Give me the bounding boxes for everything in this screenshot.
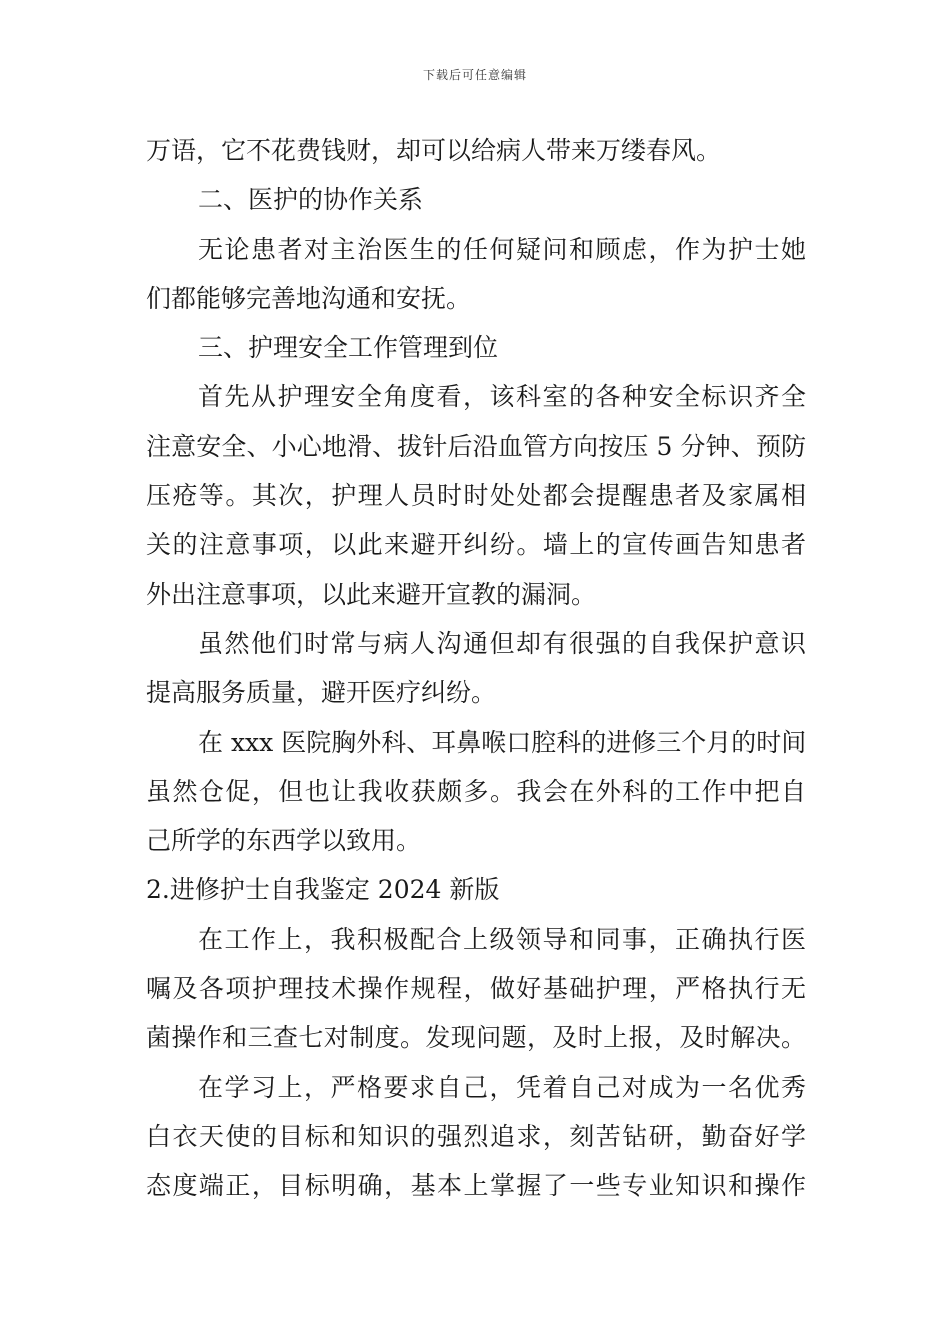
text-line: 菌操作和三查七对制度。发现问题，及时上报，及时解决。	[146, 1023, 806, 1053]
document-body	[146, 126, 806, 1211]
text-line: 首先从护理安全角度看，该科室的各种安全标识齐全	[198, 382, 806, 412]
text-line: 无论患者对主治医生的任何疑问和顾虑，作为护士她	[198, 234, 806, 264]
text-line: 们都能够完善地沟通和安抚。	[146, 283, 472, 313]
text-line: 在学习上，严格要求自己，凭着自己对成为一名优秀	[198, 1072, 806, 1102]
text-line: 白衣天使的目标和知识的强烈追求，刻苦钻研，勤奋好学	[146, 1121, 806, 1151]
text-line: 三、护理安全工作管理到位	[198, 333, 499, 363]
text-line: 提高服务质量，避开医疗纠纷。	[146, 678, 497, 708]
text-line: 在工作上，我积极配合上级领导和同事，正确执行医	[198, 924, 806, 954]
text-line: 注意安全、小心地滑、拔针后沿血管方向按压 5 分钟、预防	[146, 431, 806, 461]
text-line: 己所学的东西学以致用。	[146, 826, 422, 856]
page-header: 下载后可任意编辑	[422, 68, 527, 82]
text-line: 二、医护的协作关系	[198, 185, 424, 215]
text-line: 虽然他们时常与病人沟通但却有很强的自我保护意识	[198, 628, 806, 658]
text-line: 万语，它不花费钱财，却可以给病人带来万缕春风。	[146, 136, 722, 165]
text-line: 外出注意事项，以此来避开宣教的漏洞。	[146, 579, 597, 609]
text-line: 关的注意事项，以此来避开纠纷。墙上的宣传画告知患者	[146, 530, 806, 560]
text-line: 在 xxx 医院胸外科、耳鼻喉口腔科的进修三个月的时间	[198, 727, 806, 757]
text-line: 嘱及各项护理技术操作规程，做好基础护理，严格执行无	[146, 974, 806, 1004]
text-line: 压疮等。其次，护理人员时时处处都会提醒患者及家属相	[146, 481, 806, 511]
text-line: 2.进修护士自我鉴定 2024 新版	[146, 875, 500, 905]
text-line: 态度端正，目标明确，基本上掌握了一些专业知识和操作	[146, 1171, 806, 1201]
text-line: 虽然仓促，但也让我收获颇多。我会在外科的工作中把自	[146, 776, 806, 806]
